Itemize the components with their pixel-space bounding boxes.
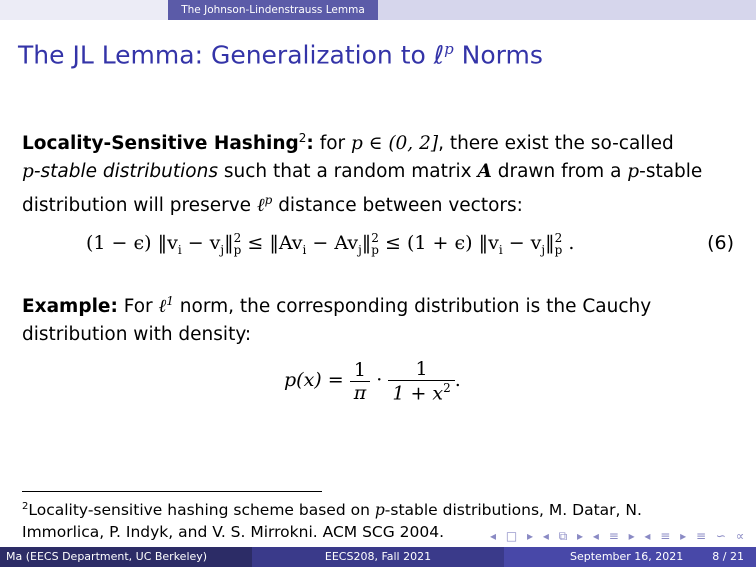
footer-page-number: 8 / 21 <box>712 550 744 563</box>
eq-le: ≤ <box>247 232 270 254</box>
lsh-text-2: , there exist the so-called <box>438 133 674 155</box>
example-text-1: For <box>117 296 159 318</box>
header-bar <box>0 0 756 20</box>
cauchy-density-body <box>284 358 461 404</box>
frac1-den: π <box>353 381 367 404</box>
lsh-text-8: distance between vectors: <box>272 195 523 217</box>
lsh-stable-term: -stable distributions <box>33 161 218 183</box>
lsh-text-4: such that a random matrix <box>217 161 478 183</box>
lsh-math-ell: ℓ <box>256 195 265 217</box>
eq-psub: p <box>233 243 242 257</box>
fraction-1-over-pi <box>350 359 371 404</box>
lsh-math-A: A <box>477 161 492 183</box>
lsh-text-5: drawn from a <box>491 161 628 183</box>
eq-sub: j <box>541 242 546 257</box>
equation-number: (6) <box>707 232 734 254</box>
slide-title-tail: Norms <box>461 40 543 70</box>
density-lhs: p(x) = <box>284 369 350 392</box>
footnote-rule <box>22 491 322 492</box>
footnote-line-2: Immorlica, P. Indyk, and V. S. Mirrokni. ACM SCG 2004. <box>22 523 445 542</box>
header-section-title[interactable]: The Johnson-Lindenstrauss Lemma <box>168 0 378 20</box>
example-math-ell-sup: 1 <box>166 294 174 308</box>
footnote-line-1b: -stable distributions, M. Datar, N. <box>384 501 642 520</box>
jl-inequality-body <box>86 232 574 257</box>
lsh-text-1: for <box>319 133 352 155</box>
beamer-navigation-icons[interactable]: ◂ □ ▸ ◂ ⧉ ▸ ◂ ≡ ▸ ◂ ≡ ▸ ≡ ∽ ∝ <box>490 529 748 543</box>
eq-left: (1 − ϵ) ‖v <box>86 232 178 254</box>
eq-norm: ‖ <box>545 232 555 254</box>
slide-title-main: The JL Lemma: Generalization to ℓ <box>18 40 445 70</box>
eq-sub: i <box>302 242 307 257</box>
footer-bar <box>0 547 756 567</box>
frac2-num: 1 <box>388 358 454 381</box>
eq-left-mid: − v <box>181 232 221 254</box>
footer-author: Ma (EECS Department, UC Berkeley) <box>0 547 252 567</box>
lsh-text-7: distribution will preserve <box>22 195 257 217</box>
header-right-band <box>378 0 756 20</box>
lsh-math-range: p ∈ (0, 2] <box>351 133 439 155</box>
footer-date-page <box>504 547 756 567</box>
frac2-den-pow: 2 <box>443 381 451 395</box>
eq-right-mid: − v <box>502 232 542 254</box>
header-left-band <box>0 0 168 20</box>
eq-mid: ‖Av <box>269 232 303 254</box>
footnote-mark: 2 <box>22 501 29 512</box>
eq-pow: 2 <box>554 231 563 245</box>
footer-date: September 16, 2021 <box>570 550 684 563</box>
eq-right: (1 + ϵ) ‖v <box>407 232 499 254</box>
example-paragraph <box>22 287 737 349</box>
example-math-ell: ℓ <box>158 296 167 318</box>
lsh-colon: : <box>306 133 314 155</box>
example-label: Example: <box>22 296 118 318</box>
frac2-den <box>388 381 454 404</box>
eq-norm: ‖ <box>224 232 234 254</box>
lsh-math-p2: p <box>627 161 640 183</box>
eq-pow: 2 <box>371 231 379 245</box>
eq-psub: p <box>371 243 379 257</box>
eq-sub: i <box>498 242 503 257</box>
footer-course: EECS208, Fall 2021 <box>252 547 504 567</box>
eq-le: ≤ <box>385 232 407 254</box>
lsh-label: Locality-Sensitive Hashing <box>22 133 299 155</box>
frac2-den-text: 1 + x <box>392 382 444 405</box>
footnote-line-1: Locality-sensitive hashing scheme based on <box>28 501 375 520</box>
lsh-math-p: p <box>22 161 34 183</box>
eq-sub: j <box>358 242 362 257</box>
density-dot: · <box>376 369 389 392</box>
eq-norm: ‖ <box>361 232 372 254</box>
eq-pow: 2 <box>233 231 242 245</box>
eq-psub: p <box>554 243 563 257</box>
example-text-3: distribution with density: <box>22 324 252 346</box>
lsh-paragraph <box>22 124 737 220</box>
lsh-math-ell-sup: p <box>264 193 273 208</box>
slide-title <box>18 40 543 69</box>
fraction-1-over-1-plus-x2 <box>388 358 454 404</box>
eq-dot: . <box>562 232 575 254</box>
footnote-math-p: p <box>374 501 385 520</box>
eq-sub: i <box>177 242 182 257</box>
eq-sub: j <box>220 242 225 257</box>
eq-mid2: − Av <box>306 232 359 254</box>
lsh-footnote-mark: 2 <box>298 131 307 145</box>
density-end: . <box>454 369 461 392</box>
slide-title-sup: p <box>444 40 454 58</box>
frac1-num: 1 <box>350 359 371 382</box>
lsh-text-6: -stable <box>639 161 703 183</box>
example-text-2: norm, the corresponding distribution is the Cauchy <box>173 296 652 318</box>
